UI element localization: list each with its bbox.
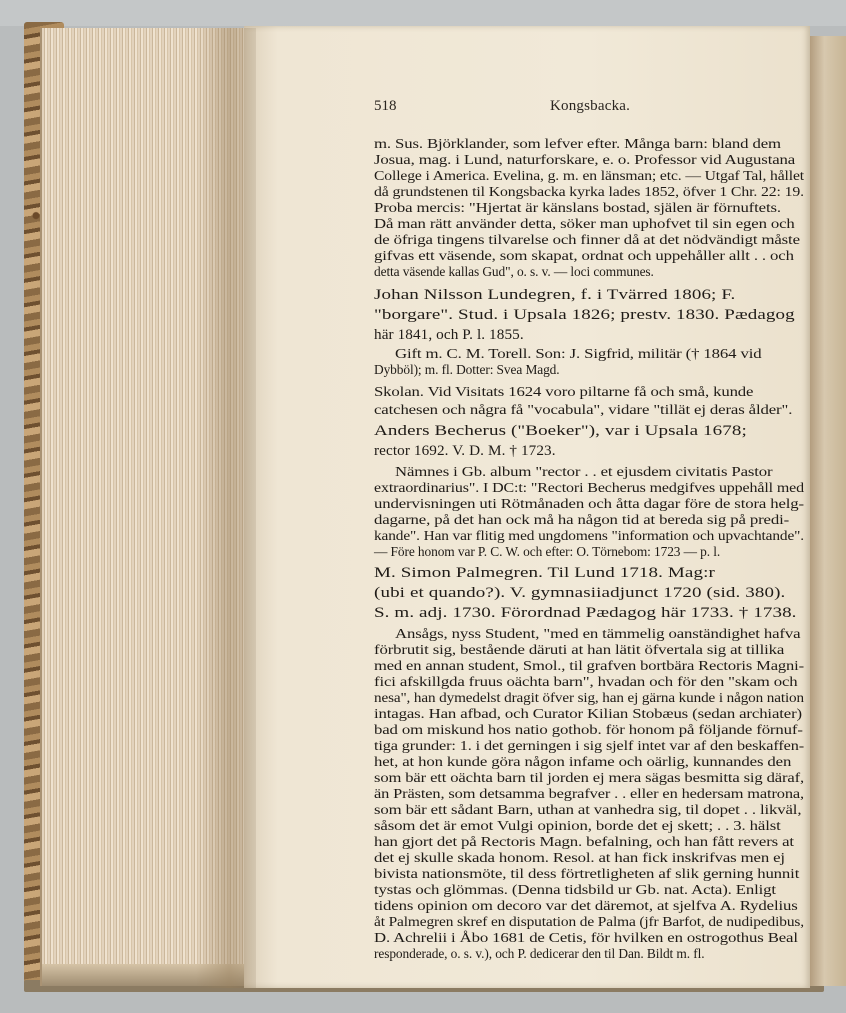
entry-heading: Anders Becherus ("Boeker"), var i Upsala 1678;: [374, 422, 747, 439]
text-line: Då man rätt använder detta, söker man uphofvet til sin egen och: [374, 216, 795, 231]
running-head: Kongsbacka.: [550, 98, 631, 114]
text-line: han gjort det på Rectoris Magn. befalning, och han fått revers at: [374, 834, 794, 849]
book-gutter: [196, 28, 256, 988]
text-line: tiga grunder: 1. i det gerningen i sig sjelf intet var af den beskaffen-: [374, 738, 805, 753]
text-line: gifvas ett väsende, som skapat, ordnat och uppehåller allt . . och: [374, 248, 794, 263]
text-line: "borgare". Stud. i Upsala 1826; prestv. 1830. Pædagog: [374, 306, 795, 323]
text-line: fici afskillgda fruus oächta barn", hvadan och för den "skam och: [374, 674, 798, 689]
section-heading: Skolan. Vid Visitats 1624 voro piltarne få och små, kunde: [374, 384, 754, 399]
text-line: med en annan student, Smol., til grafven bortbära Rectoris Magni-: [374, 658, 804, 673]
text-line: än Prästen, som detsamma begrafver . . eller en hedersam matrona,: [374, 786, 804, 801]
page-header: [374, 98, 804, 118]
text-line: Gift m. C. M. Torell. Son: J. Sigfrid, militär († 1864 vid: [395, 346, 762, 361]
text-line: responderade, o. s. v.), och P. dedicerar den til Dan. Bildt m. fl.: [374, 946, 705, 961]
text-line: rector 1692. V. D. M. † 1723.: [374, 442, 556, 459]
text-line: åt Palmegren skref en disputation de Palma (jfr Barfot, de nudipedibus,: [374, 914, 805, 929]
text-line: bivista nationsmöte, til dess förtretligheten af slik gerning hunnit: [374, 866, 800, 881]
text-line: här 1841, och P. l. 1855.: [374, 326, 524, 343]
text-line: Josua, mag. i Lund, naturforskare, e. o. Professor vid Augustana: [374, 152, 796, 167]
text-line: detta väsende kallas Gud", o. s. v. — loci communes.: [374, 264, 654, 279]
text-line: bad om miskund hos natio gothob. för honom på följande förnuf-: [374, 722, 803, 737]
text-line: Proba mercis: "Hjertat är känslans bostad, själen är förnuftets.: [374, 200, 781, 215]
text-line: som bär ett oächta barn til jorden ej mera sägas besmitta sig däraf,: [374, 770, 805, 785]
text-line: som bär ett sådant Barn, uthan at vanhedra sig, til dopet . . likväl,: [374, 802, 802, 817]
text-line: het, at hon kunde göra någon infame och oärlig, kunnandes den: [374, 754, 792, 769]
text-line: förbrutit sig, bestående däruti at han lätit öfvertala sig at tillika: [374, 642, 785, 657]
next-page-edge: [810, 36, 846, 986]
text-line: College i America. Evelina, g. m. en länsman; etc. — Utgaf Tal, hållet: [374, 168, 804, 183]
text-line: såsom det är emot Vulgi opinion, borde det ej skett; . . 3. hälst: [374, 818, 781, 833]
text-line: Dybböl); m. fl. Dotter: Svea Magd.: [374, 362, 560, 377]
text-line: de öfriga tingens tilvarelse och finner då at det nödvändigt måste: [374, 232, 800, 247]
text-line: Nämnes i Gb. album "rector . . et ejusdem civitatis Pastor: [395, 464, 773, 479]
text-line: catchesen och några få "vocabula", vidare "tillät ej deras ålder".: [374, 402, 793, 417]
text-line: m. Sus. Björklander, som lefver efter. Många barn: bland dem: [374, 136, 781, 151]
page-number: 518: [374, 98, 397, 114]
text-line: det ej skulle skada honom. Resol. at han fick inskrifvas men ej: [374, 850, 785, 865]
text-line: Ansågs, nyss Student, "med en tämmelig oanständighet hafva: [395, 626, 801, 641]
text-line: kande". Han var flitig med ungdomens "information och upvachtande".: [374, 528, 804, 543]
text-line: då grundstenen til Kongsbacka kyrka lades 1852, öfver 1 Chr. 22: 19.: [374, 184, 805, 199]
scan-background: [0, 0, 846, 26]
text-line: intagas. Han afbad, och Curator Kilian Stobæus (sedan archiater): [374, 706, 803, 721]
text-line: tystas och glömmas. (Denna tidsbild ur Gb. nat. Acta). Enligt: [374, 882, 776, 897]
text-line: extraordinarius". I DC:t: "Rectori Becherus medgifves uppehåll med: [374, 480, 804, 495]
text-line: undervisningen uti Rötmånaden och åtta dagar före de stora helg-: [374, 496, 805, 511]
entry-heading: Johan Nilsson Lundegren, f. i Tvärred 1806; F.: [374, 286, 736, 303]
text-line: nesa", han dymedelst dragit öfver sig, han ej gärna kunde i någon nation: [374, 690, 805, 705]
text-line: (ubi et quando?). V. gymnasiiadjunct 1720 (sid. 380).: [374, 584, 786, 601]
text-line: S. m. adj. 1730. Förordnad Pædagog här 1733. † 1738.: [374, 604, 797, 621]
text-line: tidens opinion om decoro var det däremot, at sjelfva A. Rydelius: [374, 898, 798, 913]
text-line: dagarne, på det han ock må ha någon tid at bereda sig på predi-: [374, 512, 790, 527]
text-line: D. Achrelii i Åbo 1681 de Cetis, för hvilken en ostrogothus Beal: [374, 930, 798, 945]
text-line: — Före honom var P. C. W. och efter: O. Törnebom: 1723 — p. l.: [374, 544, 721, 559]
entry-heading: M. Simon Palmegren. Til Lund 1718. Mag:r: [374, 564, 715, 581]
